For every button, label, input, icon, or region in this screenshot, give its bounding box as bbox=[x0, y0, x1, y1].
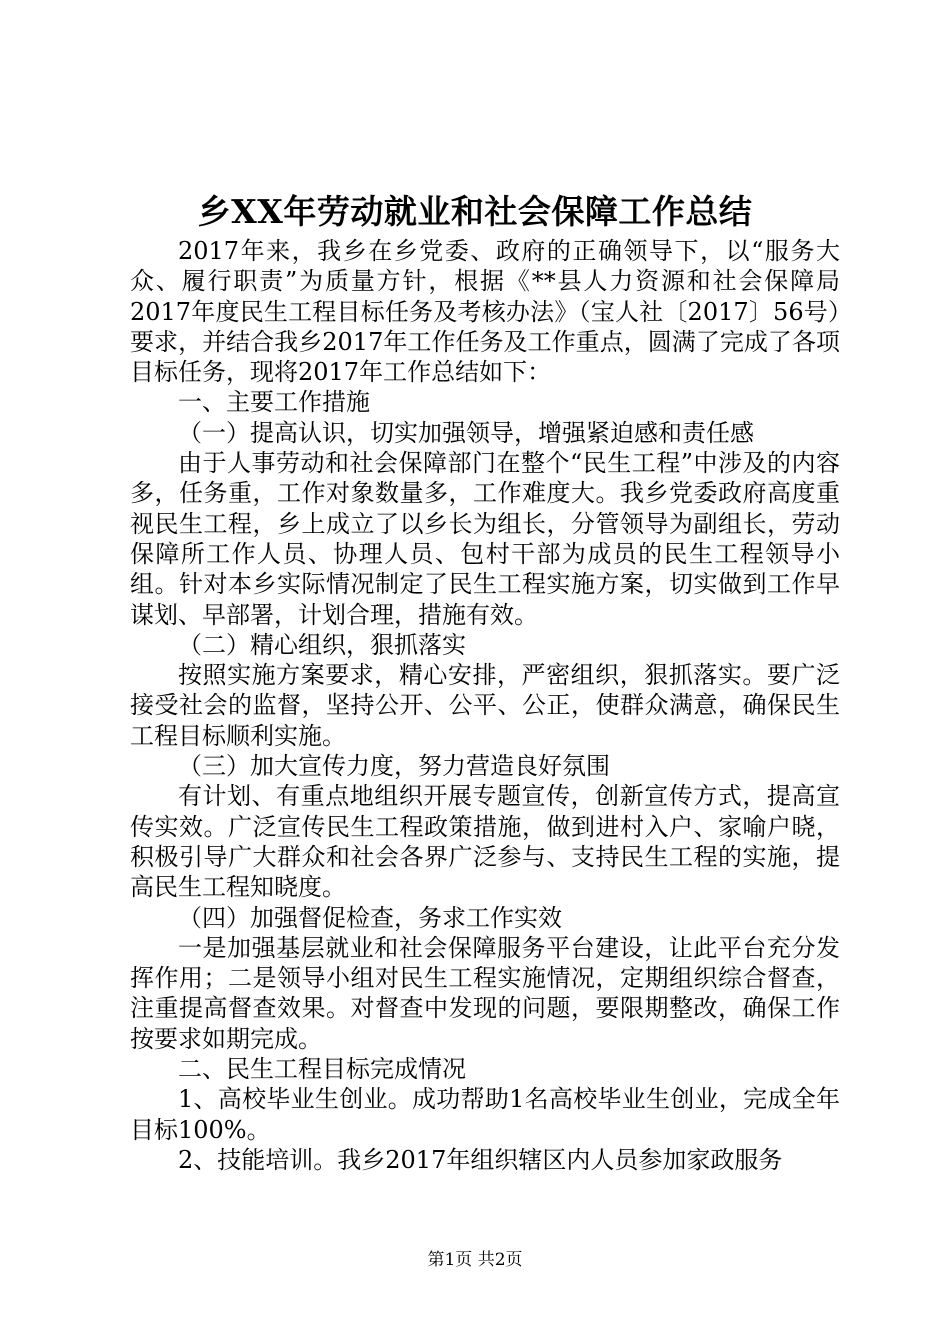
subsection-heading-1: （一）提高认识，切实加强领导，增强紧迫感和责任感 bbox=[178, 418, 754, 447]
paragraph: 1、高校毕业生创业。成功帮助1名高校毕业生创业，完成全年目标100%。 bbox=[130, 1085, 840, 1144]
paragraph: 有计划、有重点地组织开展专题宣传，创新宣传方式，提高宣传实效。广泛宣传民生工程政策措施，做到进村入户、家喻户晓，积极引导广大群众和社会各界广泛参与、支持民生工程的实施，提高民生工程知晓度。 bbox=[130, 782, 840, 902]
paragraph: 由于人事劳动和社会保障部门在整个“民生工程”中涉及的内容多，任务重，工作对象数量多，工作难度大。我乡党委政府高度重视民生工程，乡上成立了以乡长为组长，分管领导为副组长，劳动保障所工作人员、协理人员、包村干部为成员的民生工程领导小组。针对本乡实际情况制定了民生工程实施方案，切实做到工作早谋划、早部署，计划合理，措施有效。 bbox=[130, 449, 840, 629]
paragraph: 一是加强基层就业和社会保障服务平台建设，让此平台充分发挥作用；二是领导小组对民生工程实施情况，定期组织综合督查，注重提高督查效果。对督查中发现的问题，要限期整改，确保工作按要求如期完成。 bbox=[130, 933, 840, 1053]
subsection-heading-3: （三）加大宣传力度，努力营造良好氛围 bbox=[178, 752, 610, 781]
document-body bbox=[130, 236, 840, 1175]
paragraph-intro: 2017年来，我乡在乡党委、政府的正确领导下，以“服务大众、履行职责”为质量方针，根据《**县人力资源和社会保障局2017年度民生工程目标任务及考核办法》（宝人社〔2017〕56号）要求，并结合我乡2017年工作任务及工作重点，圆满了完成了各项目标任务，现将2017年工作总结如下： bbox=[130, 237, 840, 387]
paragraph: 2、技能培训。我乡2017年组织辖区内人员参加家政服务 bbox=[178, 1145, 783, 1174]
section-heading-1: 一、主要工作措施 bbox=[178, 388, 370, 417]
subsection-heading-4: （四）加强督促检查，务求工作实效 bbox=[178, 903, 562, 932]
document-title: 乡XX年劳动就业和社会保障工作总结 bbox=[197, 192, 753, 231]
paragraph: 按照实施方案要求，精心安排，严密组织，狠抓落实。要广泛接受社会的监督，坚持公开、公平、公正，使群众满意，确保民生工程目标顺利实施。 bbox=[130, 661, 840, 750]
page-footer: 第1页 共2页 bbox=[427, 1250, 523, 1270]
subsection-heading-2: （二）精心组织，狠抓落实 bbox=[178, 630, 466, 659]
section-heading-2: 二、民生工程目标完成情况 bbox=[178, 1055, 466, 1084]
